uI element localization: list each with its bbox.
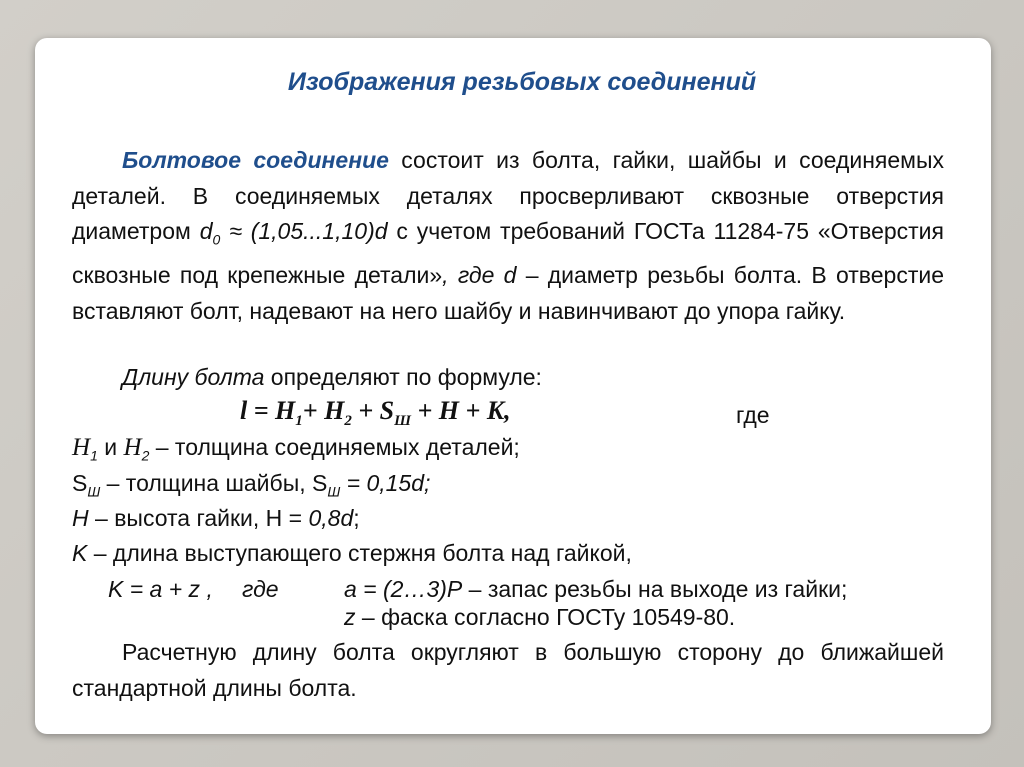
- intro-text-1: состоит из болта, гайки, шайбы и соединяемых деталей. В соединяемых деталях просверливают сквозные отверстия диаметром: [72, 147, 944, 244]
- s-var: S: [72, 470, 88, 496]
- h1-var: H: [72, 434, 91, 461]
- h2-sub: 2: [141, 447, 150, 464]
- and-text: и: [97, 434, 124, 460]
- intro-text-3: , где: [442, 262, 504, 289]
- k-var: K: [72, 540, 88, 566]
- formula-sub-1: 1: [295, 413, 303, 430]
- def-nut: [72, 505, 360, 532]
- def-z: [344, 604, 735, 631]
- nut-def-text: – высота гайки, Н =: [88, 505, 309, 531]
- h1-sub: 1: [90, 447, 98, 464]
- intro-text-2: с учетом требований ГОСТа 11284-75 «Отверстия сквозные под крепежные детали»: [72, 218, 944, 289]
- ending-text: Расчетную длину болта округляют в большую сторону до ближайшей стандартной длины болта.: [72, 639, 944, 701]
- s-value: = 0,15d;: [340, 470, 431, 496]
- k-formula: K = a + z ,: [108, 576, 213, 602]
- formula-sub-sh: Ш: [394, 413, 411, 430]
- def-washer: [72, 470, 430, 500]
- def-a: [344, 576, 847, 603]
- length-intro: [122, 364, 542, 391]
- nut-var: Н: [72, 505, 89, 531]
- k-where: где: [242, 576, 279, 602]
- d-var: d: [503, 262, 517, 289]
- bolt-length-term: Длину болта: [122, 364, 265, 390]
- def-k: [72, 540, 632, 567]
- nut-value: 0,8d: [308, 505, 354, 531]
- h2-var: H: [123, 434, 142, 461]
- formula-part-rest: + H + K,: [410, 396, 511, 425]
- a-formula: a = (2…3)P: [344, 576, 463, 602]
- def-h1-h2: [72, 434, 520, 464]
- s-sub: Ш: [87, 483, 101, 500]
- formula-part-l: l = H: [240, 396, 296, 425]
- bolt-connection-term: Болтовое соединение: [122, 147, 389, 173]
- slide-title: Изображения резьбовых соединений: [287, 68, 757, 96]
- s-def-text: – толщина шайбы, S: [100, 470, 328, 496]
- nut-end: ;: [353, 505, 360, 531]
- where-label: где: [736, 402, 770, 428]
- intro-paragraph: [72, 143, 944, 329]
- formula-part-h2: + H: [302, 396, 345, 425]
- def-k-where: [242, 576, 279, 603]
- s-sub-2: Ш: [327, 483, 341, 500]
- length-intro-text: определяют по формуле:: [264, 364, 542, 390]
- bolt-length-formula: [240, 396, 511, 430]
- ending-paragraph: [72, 635, 944, 706]
- formula-part-s: + S: [351, 396, 395, 425]
- h-def-text: – толщина соединяемых деталей;: [149, 434, 520, 460]
- z-var: z: [344, 604, 356, 630]
- formula-sub-2: 2: [344, 413, 352, 430]
- d0-var: d: [199, 218, 213, 244]
- d0-sub: 0: [212, 231, 221, 248]
- z-def-text: – фаска согласно ГОСТу 10549-80.: [355, 604, 736, 630]
- a-def-text: – запас резьбы на выходе из гайки;: [462, 576, 848, 602]
- k-def-text: – длина выступающего стержня болта над гайкой,: [87, 540, 632, 566]
- intro-text-4: – диаметр резьбы болта. В отверстие вставляют болт, надевают на него шайбу и навинчивают до упора гайку.: [72, 262, 945, 324]
- d0-approx: ≈ (1,05...1,10)d: [220, 218, 388, 244]
- def-k-formula: [108, 576, 213, 603]
